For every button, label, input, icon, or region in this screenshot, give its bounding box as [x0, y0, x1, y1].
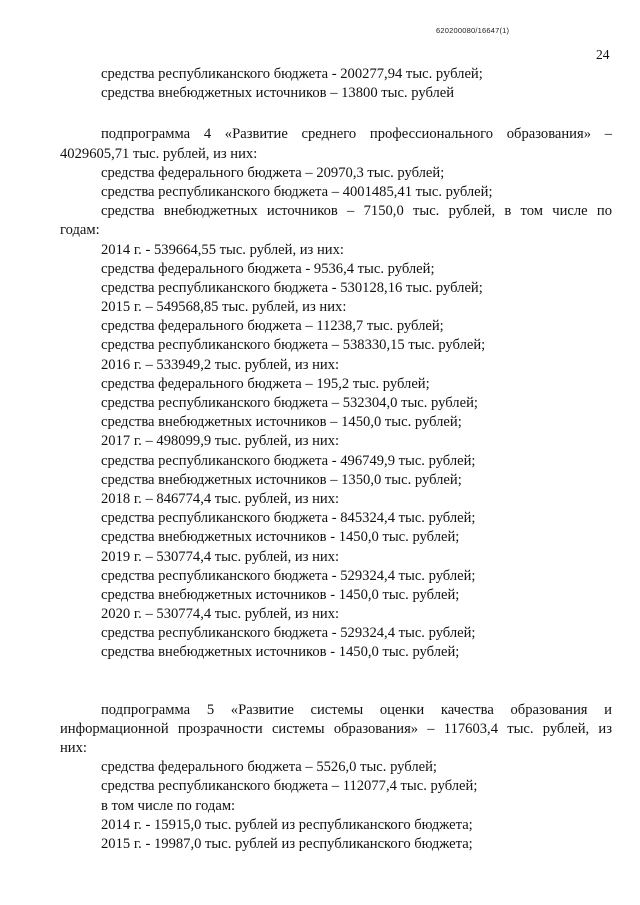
- year-line: 2014 г. - 15915,0 тыс. рублей из республиканского бюджета;: [101, 816, 473, 833]
- subprogram-4: [60, 125, 612, 662]
- text-line: средства федерального бюджета – 20970,3 тыс. рублей;: [101, 164, 445, 181]
- year-line: средства внебюджетных источников – 1350,0 тыс. рублей;: [101, 471, 462, 488]
- year-line: средства внебюджетных источников - 1450,0 тыс. рублей;: [101, 586, 460, 603]
- paragraph-gap: [60, 682, 612, 701]
- year-line: 2020 г. – 530774,4 тыс. рублей, из них:: [101, 606, 340, 623]
- year-line: средства республиканского бюджета – 532304,0 тыс. рублей;: [101, 395, 478, 411]
- year-line: средства внебюджетных источников - 1450,0 тыс. рублей;: [101, 529, 460, 546]
- year-line: средства внебюджетных источников – 1450,0 тыс. рублей;: [101, 414, 462, 431]
- subprogram-heading: подпрограмма 5 «Развитие системы оценки качества образования и: [101, 701, 612, 718]
- year-line: средства федерального бюджета – 11238,7 тыс. рублей;: [101, 318, 444, 335]
- year-line: 2014 г. - 539664,55 тыс. рублей, из них:: [101, 241, 344, 258]
- text-line: годам:: [60, 222, 100, 239]
- text-line: средства республиканского бюджета – 112077,4 тыс. рублей;: [101, 778, 478, 795]
- year-line: средства республиканского бюджета - 496749,9 тыс. рублей;: [101, 452, 476, 469]
- subprogram-heading-cont: них:: [60, 740, 87, 756]
- page-number: 24: [596, 47, 610, 62]
- text-line: средства республиканского бюджета - 200277,94 тыс. рублей;: [101, 66, 483, 82]
- year-line: средства республиканского бюджета - 529324,4 тыс. рублей;: [101, 567, 476, 584]
- document-body: [60, 65, 612, 854]
- subprogram-heading-cont: 4029605,71 тыс. рублей, из них:: [60, 145, 258, 162]
- text-line: средства федерального бюджета – 5526,0 тыс. рублей;: [101, 759, 437, 776]
- paragraph-gap: [60, 663, 612, 682]
- year-line: средства федерального бюджета – 195,2 тыс. рублей;: [101, 375, 430, 392]
- subprogram-heading-cont: информационной прозрачности системы образования» – 117603,4 тыс. рублей, из: [60, 720, 612, 737]
- text-line: средства внебюджетных источников – 7150,0 тыс. рублей, в том числе по: [101, 203, 612, 220]
- text-line: в том числе по годам:: [101, 797, 236, 814]
- year-line: средства республиканского бюджета - 530128,16 тыс. рублей;: [101, 279, 483, 296]
- year-line: средства федерального бюджета - 9536,4 тыс. рублей;: [101, 260, 435, 277]
- document-code: 620200080/16647(1): [436, 26, 510, 35]
- year-line: 2018 г. – 846774,4 тыс. рублей, из них:: [101, 490, 340, 507]
- subprogram-5: [60, 701, 612, 855]
- year-line: 2019 г. – 530774,4 тыс. рублей, из них:: [101, 548, 340, 565]
- year-line: 2017 г. – 498099,9 тыс. рублей, из них:: [101, 433, 340, 450]
- year-line: средства республиканского бюджета - 845324,4 тыс. рублей;: [101, 510, 476, 527]
- year-line: средства республиканского бюджета - 529324,4 тыс. рублей;: [101, 625, 476, 642]
- year-line: 2015 г. – 549568,85 тыс. рублей, из них:: [101, 299, 347, 316]
- subprogram-heading: подпрограмма 4 «Развитие среднего профессионального образования» –: [101, 126, 612, 143]
- year-line: 2015 г. - 19987,0 тыс. рублей из республиканского бюджета;: [101, 835, 473, 852]
- paragraph-gap: [60, 103, 612, 125]
- year-line: 2016 г. – 533949,2 тыс. рублей, из них:: [101, 356, 340, 373]
- year-line: средства внебюджетных источников - 1450,0 тыс. рублей;: [101, 644, 460, 661]
- text-line: средства внебюджетных источников – 13800 тыс. рублей: [101, 85, 455, 102]
- year-line: средства республиканского бюджета – 538330,15 тыс. рублей;: [101, 337, 486, 354]
- text-line: средства республиканского бюджета – 4001485,41 тыс. рублей;: [101, 183, 493, 200]
